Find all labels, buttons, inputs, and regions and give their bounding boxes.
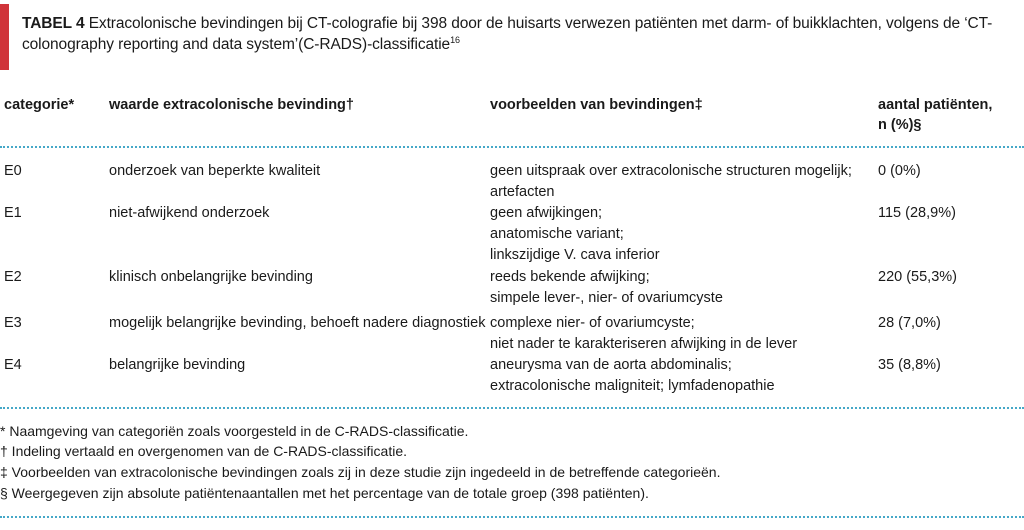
- table-row-voorbeelden: [490, 161, 852, 203]
- table-row-waarde: niet-afwijkend onderzoek: [109, 205, 270, 221]
- header-categorie: categorie*: [4, 97, 75, 113]
- table-row-cat: E4: [4, 357, 22, 373]
- voorbeeld-line: complexe nier- of ovariumcyste;: [490, 315, 695, 331]
- table-row-voorbeelden: [490, 355, 775, 397]
- table-row-voorbeelden: [490, 267, 723, 309]
- table-row-voorbeelden: [490, 313, 797, 355]
- header-divider: [0, 146, 1024, 148]
- table-row-waarde: klinisch onbelangrijke bevinding: [109, 269, 313, 285]
- voorbeeld-line: geen afwijkingen;: [490, 205, 603, 221]
- table-row-waarde: mogelijk belangrijke bevinding, behoeft nadere diagnostiek: [109, 315, 486, 331]
- header-waarde: waarde extracolonische bevinding†: [109, 97, 354, 113]
- footnote-bottom-divider: [0, 516, 1024, 518]
- footnote-categorie: * Naamgeving van categoriën zoals voorgesteld in de C-RADS-classificatie.: [0, 423, 469, 439]
- table-bottom-divider: [0, 407, 1024, 409]
- voorbeeld-line: linkszijdige V. cava inferior: [490, 247, 660, 263]
- table-row-cat: E2: [4, 269, 22, 285]
- table-title: [22, 13, 1012, 55]
- reference-number: 16: [450, 35, 460, 45]
- table-row-aantal: 28 (7,0%): [878, 315, 941, 331]
- table-row-waarde: onderzoek van beperkte kwaliteit: [109, 163, 321, 179]
- voorbeeld-line: anatomische variant;: [490, 226, 624, 242]
- table-title-text: Extracolonische bevindingen bij CT-colografie bij 398 door de huisarts verwezen patiënten met darm- of buikklachten, volgens de ‘CT-colonography reporting and data system’(C-RADS)-classificatie: [22, 15, 993, 53]
- voorbeeld-line: artefacten: [490, 184, 555, 200]
- voorbeeld-line: aneurysma van de aorta abdominalis;: [490, 357, 732, 373]
- table-row-cat: E1: [4, 205, 22, 221]
- voorbeeld-line: niet nader te karakteriseren afwijking in de lever: [490, 336, 798, 352]
- table-row-aantal: 220 (55,3%): [878, 269, 957, 285]
- table-row-cat: E0: [4, 163, 22, 179]
- table-row-aantal: 35 (8,8%): [878, 357, 941, 373]
- table-row-cat: E3: [4, 315, 22, 331]
- footnote-voorbeelden: ‡ Voorbeelden van extracolonische bevindingen zoals zij in deze studie zijn ingedeeld in de betreffende categorieën.: [0, 464, 721, 480]
- table-row-aantal: 0 (0%): [878, 163, 921, 179]
- table-label: TABEL 4: [22, 15, 85, 32]
- header-aantal-line2: n (%)§: [878, 117, 922, 133]
- footnote-weergegeven: § Weergegeven zijn absolute patiëntenaantallen met het percentage van de totale groep (398 patiënten).: [0, 485, 649, 501]
- title-accent-bar: [0, 4, 9, 70]
- footnote-indeling: † Indeling vertaald en overgenomen van de C-RADS-classificatie.: [0, 443, 407, 459]
- header-aantal-line1: aantal patiënten,: [878, 97, 993, 113]
- voorbeeld-line: reeds bekende afwijking;: [490, 269, 650, 285]
- voorbeeld-line: geen uitspraak over extracolonische structuren mogelijk;: [490, 163, 852, 179]
- table-row-aantal: 115 (28,9%): [878, 205, 956, 221]
- voorbeeld-line: simpele lever-, nier- of ovariumcyste: [490, 290, 723, 306]
- header-voorbeelden: voorbeelden van bevindingen‡: [490, 97, 703, 113]
- table-row-waarde: belangrijke bevinding: [109, 357, 246, 373]
- header-aantal: [878, 95, 992, 135]
- table-row-voorbeelden: [490, 203, 660, 266]
- voorbeeld-line: extracolonische maligniteit; lymfadenopathie: [490, 378, 775, 394]
